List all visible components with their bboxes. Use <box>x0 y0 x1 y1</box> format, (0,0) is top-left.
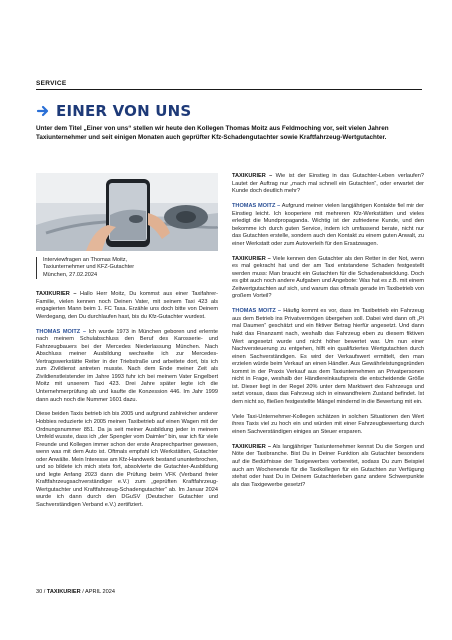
article-title: EINER VON UNS <box>56 102 192 120</box>
paragraph-text: Hallo Herr Moitz, Du kommst aus einer Taxifahrer-Familie, vielen kennen noch Deinen Vater, mit seinem Taxi 423 als engagierten Mann beim 1. FC Taxa. Erzähle uns doch bitte von Deinem Werdegang, den Du durchlaufen hast, bis du Kfz-Gutachter wurdest. <box>36 291 219 320</box>
paragraph <box>232 308 424 406</box>
speaker-label: TAXIKURIER – <box>232 173 273 179</box>
paragraph-text: Häufig kommt es vor, dass im Taxibetrieb ein Fahrzeug aus dem Betrieb ins Privatvermögen übergehen soll. Dabei wird dann oft „Pi mal Daumen“ geschätzt und ein fiktiver Betrag hierfür angesetzt. Und dann hakt das Finanzamt nach, weshalb das Fahrzeug eben zu diesem fiktiven Wert angesetzt wurde und nicht höher bewertet war. Um nun einer Nachversteuerung zu entgehen, hilft ein qualifiziertes Wertgutachten durch einen Sachverständigen. Es wird der Verkaufswert ermittelt, den man erzielen würde beim Verkauf an einen Händler. Aus Gewährleistungsgründen kommt in der Praxis Verkauf aus dem Taxiunternehmen an Privatpersonen nicht in Frage, weshalb der Händlereinkaufspreis die entscheidende Größe ist. Dieser liegt in der Regel 20% unter dem Marktwert des Fahrzeugs und setzt voraus, dass das Fahrzeug sich in einwandfreiem Zustand befindet. Ist dem nicht so, fließen festgestellte Mängel mindernd in die Bewertung mit ein. <box>232 308 425 405</box>
paragraph-text: Aufgrund meiner vielen langjährigen Kontakte fiel mir der Einstieg leicht. Ich kooperiere mit mehreren Kfz-Werkstätten und vieles erledigt die Mundpropaganda. Wichtig ist der zufriedene Kunde, und den bekomme ich durch guten Service, indem ich umfassend berate, nicht nur das Gutachten erstelle, sondern auch den Kontakt zu einem guten Anwalt, zu einer Werkstatt oder zum Autoverleih für den Ersatzwagen. <box>232 203 424 247</box>
speaker-label: TAXIKURIER – <box>232 255 271 262</box>
photo-illustration <box>36 173 218 251</box>
page-footer <box>36 589 115 595</box>
paragraph-text: Als langjähriger Taxiunternehmer kennst Du die Sorgen und Nöte der Taxibranche. Bist Du in Deiner Funktion als Gutachter besonders auf die Bedürfnisse der Taxigewerbes vorbereitet, sodass Du zum Beispiel auch am Wochenende für die Taxikollegen für ein Gutachten zur Verfügung stehst oder hast Du in Deinem Gutachterleben ganz andere Schwerpunkte als das Taxigewerbe gesetzt? <box>232 443 425 488</box>
caption-text: Interviewfragen an Thomas Moitz, Taxiunternehmer und KFZ-Gutachter München, 27.02.2024 <box>43 257 135 278</box>
issue-date: / APRIL 2024 <box>80 589 115 595</box>
paragraph <box>232 444 424 489</box>
page-number: 30 / <box>36 589 47 595</box>
paragraph-text: Diese beiden Taxis betrieb ich bis 2005 und aufgrund zahlreicher anderer Hobbies reduzierte ich 2005 meinen Taxibetrieb auf einen Wagen mit der Ordnungsnummer 851. Da ja seit meiner Ausbildung jeder in meinem Umfeld wusste, dass ich „der Spengler vom Daimler“ bin, war ich für viele Freunde und Kollegen immer schon der erste Ansprechpartner gewesen, wenn was mit dem Auto ist. Oftmals empfahl ich Werkstätten, Gutachter oder Anwälte. Mein Interesse am Kfz-Handwerk bestand ununterbrochen, und so bildete ich mich stets fort, absolvierte die Gutachter-Ausbildung und legte Anfang 2023 dann die Prüfung beim VFK (Verband freier Kraftfahrzeugsachverständiger e.V.) zum „geprüften Kraftfahrzeug-Wertgutachter und Kraftfahrzeug-Schadengutachter“ ab. Im Januar 2024 wurde ich dann durch den DGuSV (Deutscher Gutachter und Sachverständigen Verband e.V.) zertifiziert. <box>36 411 218 508</box>
speaker-label: TAXIKURIER – <box>232 443 271 450</box>
photo-caption <box>36 257 223 279</box>
paragraph <box>232 256 424 301</box>
paragraph <box>232 203 424 248</box>
paragraph <box>232 414 424 437</box>
article-lead: Unter dem Titel „Einer von uns“ stellen wir heute den Kollegen Thomas Moitz aus Feldmoching vor, seit vielen Jahren Taxiunternehmer und seit einigen Monaten auch geprüfter Kfz-Schadengutachter sowie Kraftfahrzeug-Wertgutachter. <box>36 125 389 141</box>
section-divider <box>36 89 422 90</box>
speaker-label: THOMAS MOITZ – <box>232 203 281 210</box>
article-header <box>36 102 191 120</box>
paragraph <box>36 329 218 404</box>
paragraph-text: Wie ist der Einstieg in das Gutachter-Leben verlaufen? Lautet der Auftrag nur „mach mal schnell ein Gutachten“, oder erwartet der Kunde doch deutlich mehr? <box>232 173 424 195</box>
paragraph <box>232 173 424 196</box>
column-left <box>36 291 218 517</box>
paragraph <box>36 411 218 509</box>
column-right <box>232 173 424 497</box>
arrow-right-icon <box>36 104 50 118</box>
section-label: SERVICE <box>36 80 67 87</box>
article-photo <box>36 173 218 251</box>
paragraph-text: Viele Taxi-Unternehmer-Kollegen schätzen in solchen Situationen den Wert ihres Taxis viel zu hoch ein und würden mit einer Fahrzeugbewertung durch einen Sachverständigen einiges an Steuer ersparen. <box>232 413 424 435</box>
paragraph <box>36 291 218 321</box>
paragraph-text: Viele kennen den Gutachter als den Retter in der Not, wenn es mal gekracht hat und der am Taxi entstandene Schaden festgestellt werden muss: Man braucht ein Gutachten für die Schadenabwicklung. Doch es gibt auch noch andere Aufgaben und Angebote: Was hat es z.B. mit einem Zeitwertgutachten auf sich, und warum das oftmals gerade im Taxibetrieb von großem Vorteil? <box>232 255 424 300</box>
paragraph-text: Ich wurde 1973 in München geboren und erlernte nach meinem Schulabschluss den Beruf des Karosserie- und Fahrzeugbauers bei der Mercedes Niederlassung München. Nach Abschluss meiner Ausbildung wechselte ich zur Mercedes-Vertragswerkstätte Reiter in der Triebstraße und arbeitete dort, bis ich zum Zivildienst antreten musste. Nach dem Ende meiner Zeit als Zivildienstleistender im Jahre 1993 fuhr ich bei meinem Vater Engelbert Moitz mit unserem Taxi 423. Drei Jahre später legte ich die Unternehmerprüfung ab und kaufte die Konzession 446. Im Jahr 1999 dann auch noch die Nummer 1601 dazu. <box>36 328 218 403</box>
speaker-label: THOMAS MOITZ – <box>232 308 282 315</box>
speaker-label: THOMAS MOITZ – <box>36 328 86 335</box>
magazine-name: TAXIKURIER <box>46 589 81 595</box>
speaker-label: TAXIKURIER – <box>36 291 77 297</box>
